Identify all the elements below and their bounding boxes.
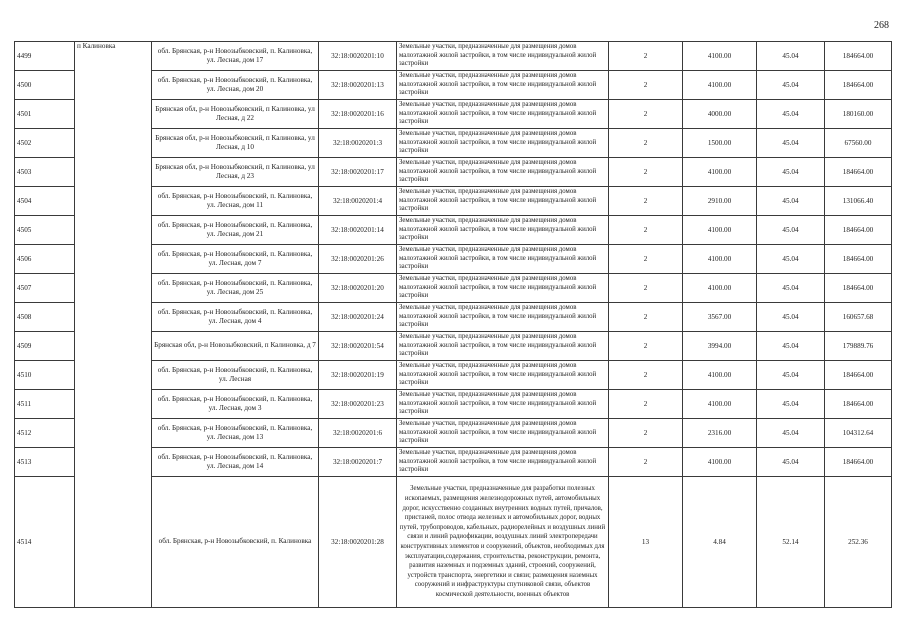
address-cell: Брянская обл, р-н Новозыбковский, п Калиновка, ул Лесная, д 23: [152, 158, 319, 187]
row-number: 4509: [15, 332, 75, 361]
cadastral-value-cell: 184664.00: [825, 158, 892, 187]
land-use-description-cell: Земельные участки, предназначенные для размещения домов малоэтажной жилой застройки, в том числе индивидуальной жилой застройки: [397, 129, 609, 158]
area-cell: 4100.00: [683, 42, 757, 71]
land-use-description-cell: Земельные участки, предназначенные для размещения домов малоэтажной жилой застройки, в том числе индивидуальной жилой застройки: [397, 216, 609, 245]
category-code-cell: 2: [609, 419, 683, 448]
locality-cell: п Калиновка: [75, 42, 152, 608]
cadastral-value-cell: 67560.00: [825, 129, 892, 158]
area-cell: 4100.00: [683, 390, 757, 419]
row-number: 4514: [15, 477, 75, 608]
land-use-description-cell: Земельные участки, предназначенные для размещения домов малоэтажной жилой застройки, в том числе индивидуальной жилой застройки: [397, 187, 609, 216]
area-cell: 4100.00: [683, 71, 757, 100]
specific-value-cell: 45.04: [757, 303, 825, 332]
land-use-description-cell: Земельные участки, предназначенные для размещения домов малоэтажной жилой застройки, в том числе индивидуальной жилой застройки: [397, 419, 609, 448]
area-cell: 4100.00: [683, 274, 757, 303]
area-cell: 2910.00: [683, 187, 757, 216]
land-use-description-cell: Земельные участки, предназначенные для размещения домов малоэтажной жилой застройки, в том числе индивидуальной жилой застройки: [397, 361, 609, 390]
row-number: 4502: [15, 129, 75, 158]
land-use-description-cell: Земельные участки, предназначенные для размещения домов малоэтажной жилой застройки, в том числе индивидуальной жилой застройки: [397, 158, 609, 187]
category-code-cell: 13: [609, 477, 683, 608]
row-number: 4513: [15, 448, 75, 477]
row-number: 4511: [15, 390, 75, 419]
row-number: 4506: [15, 245, 75, 274]
cadastral-number-cell: 32:18:0020201:13: [319, 71, 397, 100]
specific-value-cell: 45.04: [757, 129, 825, 158]
cadastral-value-cell: 180160.00: [825, 100, 892, 129]
cadastral-number-cell: 32:18:0020201:20: [319, 274, 397, 303]
category-code-cell: 2: [609, 361, 683, 390]
specific-value-cell: 45.04: [757, 448, 825, 477]
specific-value-cell: 45.04: [757, 361, 825, 390]
specific-value-cell: 52.14: [757, 477, 825, 608]
specific-value-cell: 45.04: [757, 187, 825, 216]
cadastral-value-cell: 179889.76: [825, 332, 892, 361]
area-cell: 1500.00: [683, 129, 757, 158]
cadastral-value-cell: 184664.00: [825, 274, 892, 303]
row-number: 4504: [15, 187, 75, 216]
category-code-cell: 2: [609, 448, 683, 477]
area-cell: 4100.00: [683, 216, 757, 245]
category-code-cell: 2: [609, 71, 683, 100]
specific-value-cell: 45.04: [757, 390, 825, 419]
land-use-description-cell: Земельные участки, предназначенные для размещения домов малоэтажной жилой застройки, в том числе индивидуальной жилой застройки: [397, 390, 609, 419]
specific-value-cell: 45.04: [757, 245, 825, 274]
address-cell: Брянская обл, р-н Новозыбковский, п Калиновка, ул Лесная, д 22: [152, 100, 319, 129]
row-number: 4501: [15, 100, 75, 129]
address-cell: обл. Брянская, р-н Новозыбковский, п. Калиновка, ул. Лесная, дом 11: [152, 187, 319, 216]
cadastral-value-cell: 252.36: [825, 477, 892, 608]
address-cell: обл. Брянская, р-н Новозыбковский, п. Калиновка, ул. Лесная, дом 25: [152, 274, 319, 303]
page-number: 268: [874, 20, 889, 31]
category-code-cell: 2: [609, 245, 683, 274]
row-number: 4499: [15, 42, 75, 71]
area-cell: 4.84: [683, 477, 757, 608]
specific-value-cell: 45.04: [757, 274, 825, 303]
category-code-cell: 2: [609, 42, 683, 71]
address-cell: Брянская обл, р-н Новозыбковский, п Калиновка, ул Лесная, д 10: [152, 129, 319, 158]
cadastral-value-cell: 184664.00: [825, 448, 892, 477]
cadastral-number-cell: 32:18:0020201:19: [319, 361, 397, 390]
cadastral-number-cell: 32:18:0020201:4: [319, 187, 397, 216]
land-registry-table: [14, 41, 892, 608]
specific-value-cell: 45.04: [757, 42, 825, 71]
category-code-cell: 2: [609, 303, 683, 332]
cadastral-number-cell: 32:18:0020201:10: [319, 42, 397, 71]
cadastral-value-cell: 184664.00: [825, 216, 892, 245]
row-number: 4500: [15, 71, 75, 100]
cadastral-number-cell: 32:18:0020201:54: [319, 332, 397, 361]
table-row: [15, 42, 892, 71]
specific-value-cell: 45.04: [757, 332, 825, 361]
land-use-description-cell: Земельные участки, предназначенные для размещения домов малоэтажной жилой застройки, в том числе индивидуальной жилой застройки: [397, 71, 609, 100]
row-number: 4512: [15, 419, 75, 448]
cadastral-value-cell: 160657.68: [825, 303, 892, 332]
address-cell: обл. Брянская, р-н Новозыбковский, п. Калиновка, ул. Лесная: [152, 361, 319, 390]
address-cell: обл. Брянская, р-н Новозыбковский, п. Калиновка, ул. Лесная, дом 13: [152, 419, 319, 448]
specific-value-cell: 45.04: [757, 419, 825, 448]
address-cell: Брянская обл, р-н Новозыбковский, п Калиновка, д 7: [152, 332, 319, 361]
area-cell: 3567.00: [683, 303, 757, 332]
address-cell: обл. Брянская, р-н Новозыбковский, п. Калиновка, ул. Лесная, дом 4: [152, 303, 319, 332]
address-cell: обл. Брянская, р-н Новозыбковский, п. Калиновка: [152, 477, 319, 608]
specific-value-cell: 45.04: [757, 100, 825, 129]
area-cell: 4000.00: [683, 100, 757, 129]
cadastral-number-cell: 32:18:0020201:23: [319, 390, 397, 419]
category-code-cell: 2: [609, 332, 683, 361]
cadastral-number-cell: 32:18:0020201:16: [319, 100, 397, 129]
address-cell: обл. Брянская, р-н Новозыбковский, п. Калиновка, ул. Лесная, дом 20: [152, 71, 319, 100]
cadastral-value-cell: 184664.00: [825, 71, 892, 100]
land-use-description-cell: Земельные участки, предназначенные для размещения домов малоэтажной жилой застройки, в том числе индивидуальной жилой застройки: [397, 448, 609, 477]
land-use-description-cell: Земельные участки, предназначенные для разработки полезных ископаемых, размещения железнодорожных путей, автомобильных дорог, искусственно созданных внутренних водных путей, причалов, пристаней, полос отвода железных и автомобильных дорог, водных путей, трубопроводов, кабельных, радиорелейных и воздушных линий связи и линий радиофикации, воздушных линий электропередачи конструктивных элементов и сооружений, объектов, необходимых для эксплуатации,содержания, строительства, реконструкции, ремонта, развития наземных и подземных зданий, строений, сооружений, устройств транспорта, энергетики и связи; размещения наземных сооружений и инфраструктуры спутниковой связи, объектов космической деятельности, военных объектов: [397, 477, 609, 608]
row-number: 4503: [15, 158, 75, 187]
land-use-description-cell: Земельные участки, предназначенные для размещения домов малоэтажной жилой застройки, в том числе индивидуальной жилой застройки: [397, 245, 609, 274]
row-number: 4507: [15, 274, 75, 303]
cadastral-value-cell: 184664.00: [825, 390, 892, 419]
category-code-cell: 2: [609, 390, 683, 419]
specific-value-cell: 45.04: [757, 71, 825, 100]
cadastral-number-cell: 32:18:0020201:28: [319, 477, 397, 608]
cadastral-value-cell: 131066.40: [825, 187, 892, 216]
specific-value-cell: 45.04: [757, 216, 825, 245]
category-code-cell: 2: [609, 216, 683, 245]
specific-value-cell: 45.04: [757, 158, 825, 187]
cadastral-number-cell: 32:18:0020201:17: [319, 158, 397, 187]
row-number: 4508: [15, 303, 75, 332]
area-cell: 4100.00: [683, 361, 757, 390]
cadastral-value-cell: 184664.00: [825, 245, 892, 274]
land-use-description-cell: Земельные участки, предназначенные для размещения домов малоэтажной жилой застройки, в том числе индивидуальной жилой застройки: [397, 42, 609, 71]
area-cell: 2316.00: [683, 419, 757, 448]
row-number: 4505: [15, 216, 75, 245]
address-cell: обл. Брянская, р-н Новозыбковский, п. Калиновка, ул. Лесная, дом 17: [152, 42, 319, 71]
address-cell: обл. Брянская, р-н Новозыбковский, п. Калиновка, ул. Лесная, дом 14: [152, 448, 319, 477]
address-cell: обл. Брянская, р-н Новозыбковский, п. Калиновка, ул. Лесная, дом 7: [152, 245, 319, 274]
row-number: 4510: [15, 361, 75, 390]
category-code-cell: 2: [609, 158, 683, 187]
area-cell: 4100.00: [683, 245, 757, 274]
area-cell: 4100.00: [683, 448, 757, 477]
cadastral-value-cell: 184664.00: [825, 361, 892, 390]
land-use-description-cell: Земельные участки, предназначенные для размещения домов малоэтажной жилой застройки, в том числе индивидуальной жилой застройки: [397, 303, 609, 332]
category-code-cell: 2: [609, 100, 683, 129]
category-code-cell: 2: [609, 187, 683, 216]
address-cell: обл. Брянская, р-н Новозыбковский, п. Калиновка, ул. Лесная, дом 3: [152, 390, 319, 419]
area-cell: 3994.00: [683, 332, 757, 361]
cadastral-number-cell: 32:18:0020201:14: [319, 216, 397, 245]
land-use-description-cell: Земельные участки, предназначенные для размещения домов малоэтажной жилой застройки, в том числе индивидуальной жилой застройки: [397, 100, 609, 129]
cadastral-number-cell: 32:18:0020201:24: [319, 303, 397, 332]
cadastral-number-cell: 32:18:0020201:3: [319, 129, 397, 158]
category-code-cell: 2: [609, 274, 683, 303]
cadastral-value-cell: 184664.00: [825, 42, 892, 71]
cadastral-number-cell: 32:18:0020201:7: [319, 448, 397, 477]
cadastral-number-cell: 32:18:0020201:26: [319, 245, 397, 274]
area-cell: 4100.00: [683, 158, 757, 187]
land-use-description-cell: Земельные участки, предназначенные для размещения домов малоэтажной жилой застройки, в том числе индивидуальной жилой застройки: [397, 332, 609, 361]
land-use-description-cell: Земельные участки, предназначенные для размещения домов малоэтажной жилой застройки, в том числе индивидуальной жилой застройки: [397, 274, 609, 303]
cadastral-number-cell: 32:18:0020201:6: [319, 419, 397, 448]
cadastral-value-cell: 104312.64: [825, 419, 892, 448]
category-code-cell: 2: [609, 129, 683, 158]
address-cell: обл. Брянская, р-н Новозыбковский, п. Калиновка, ул. Лесная, дом 21: [152, 216, 319, 245]
